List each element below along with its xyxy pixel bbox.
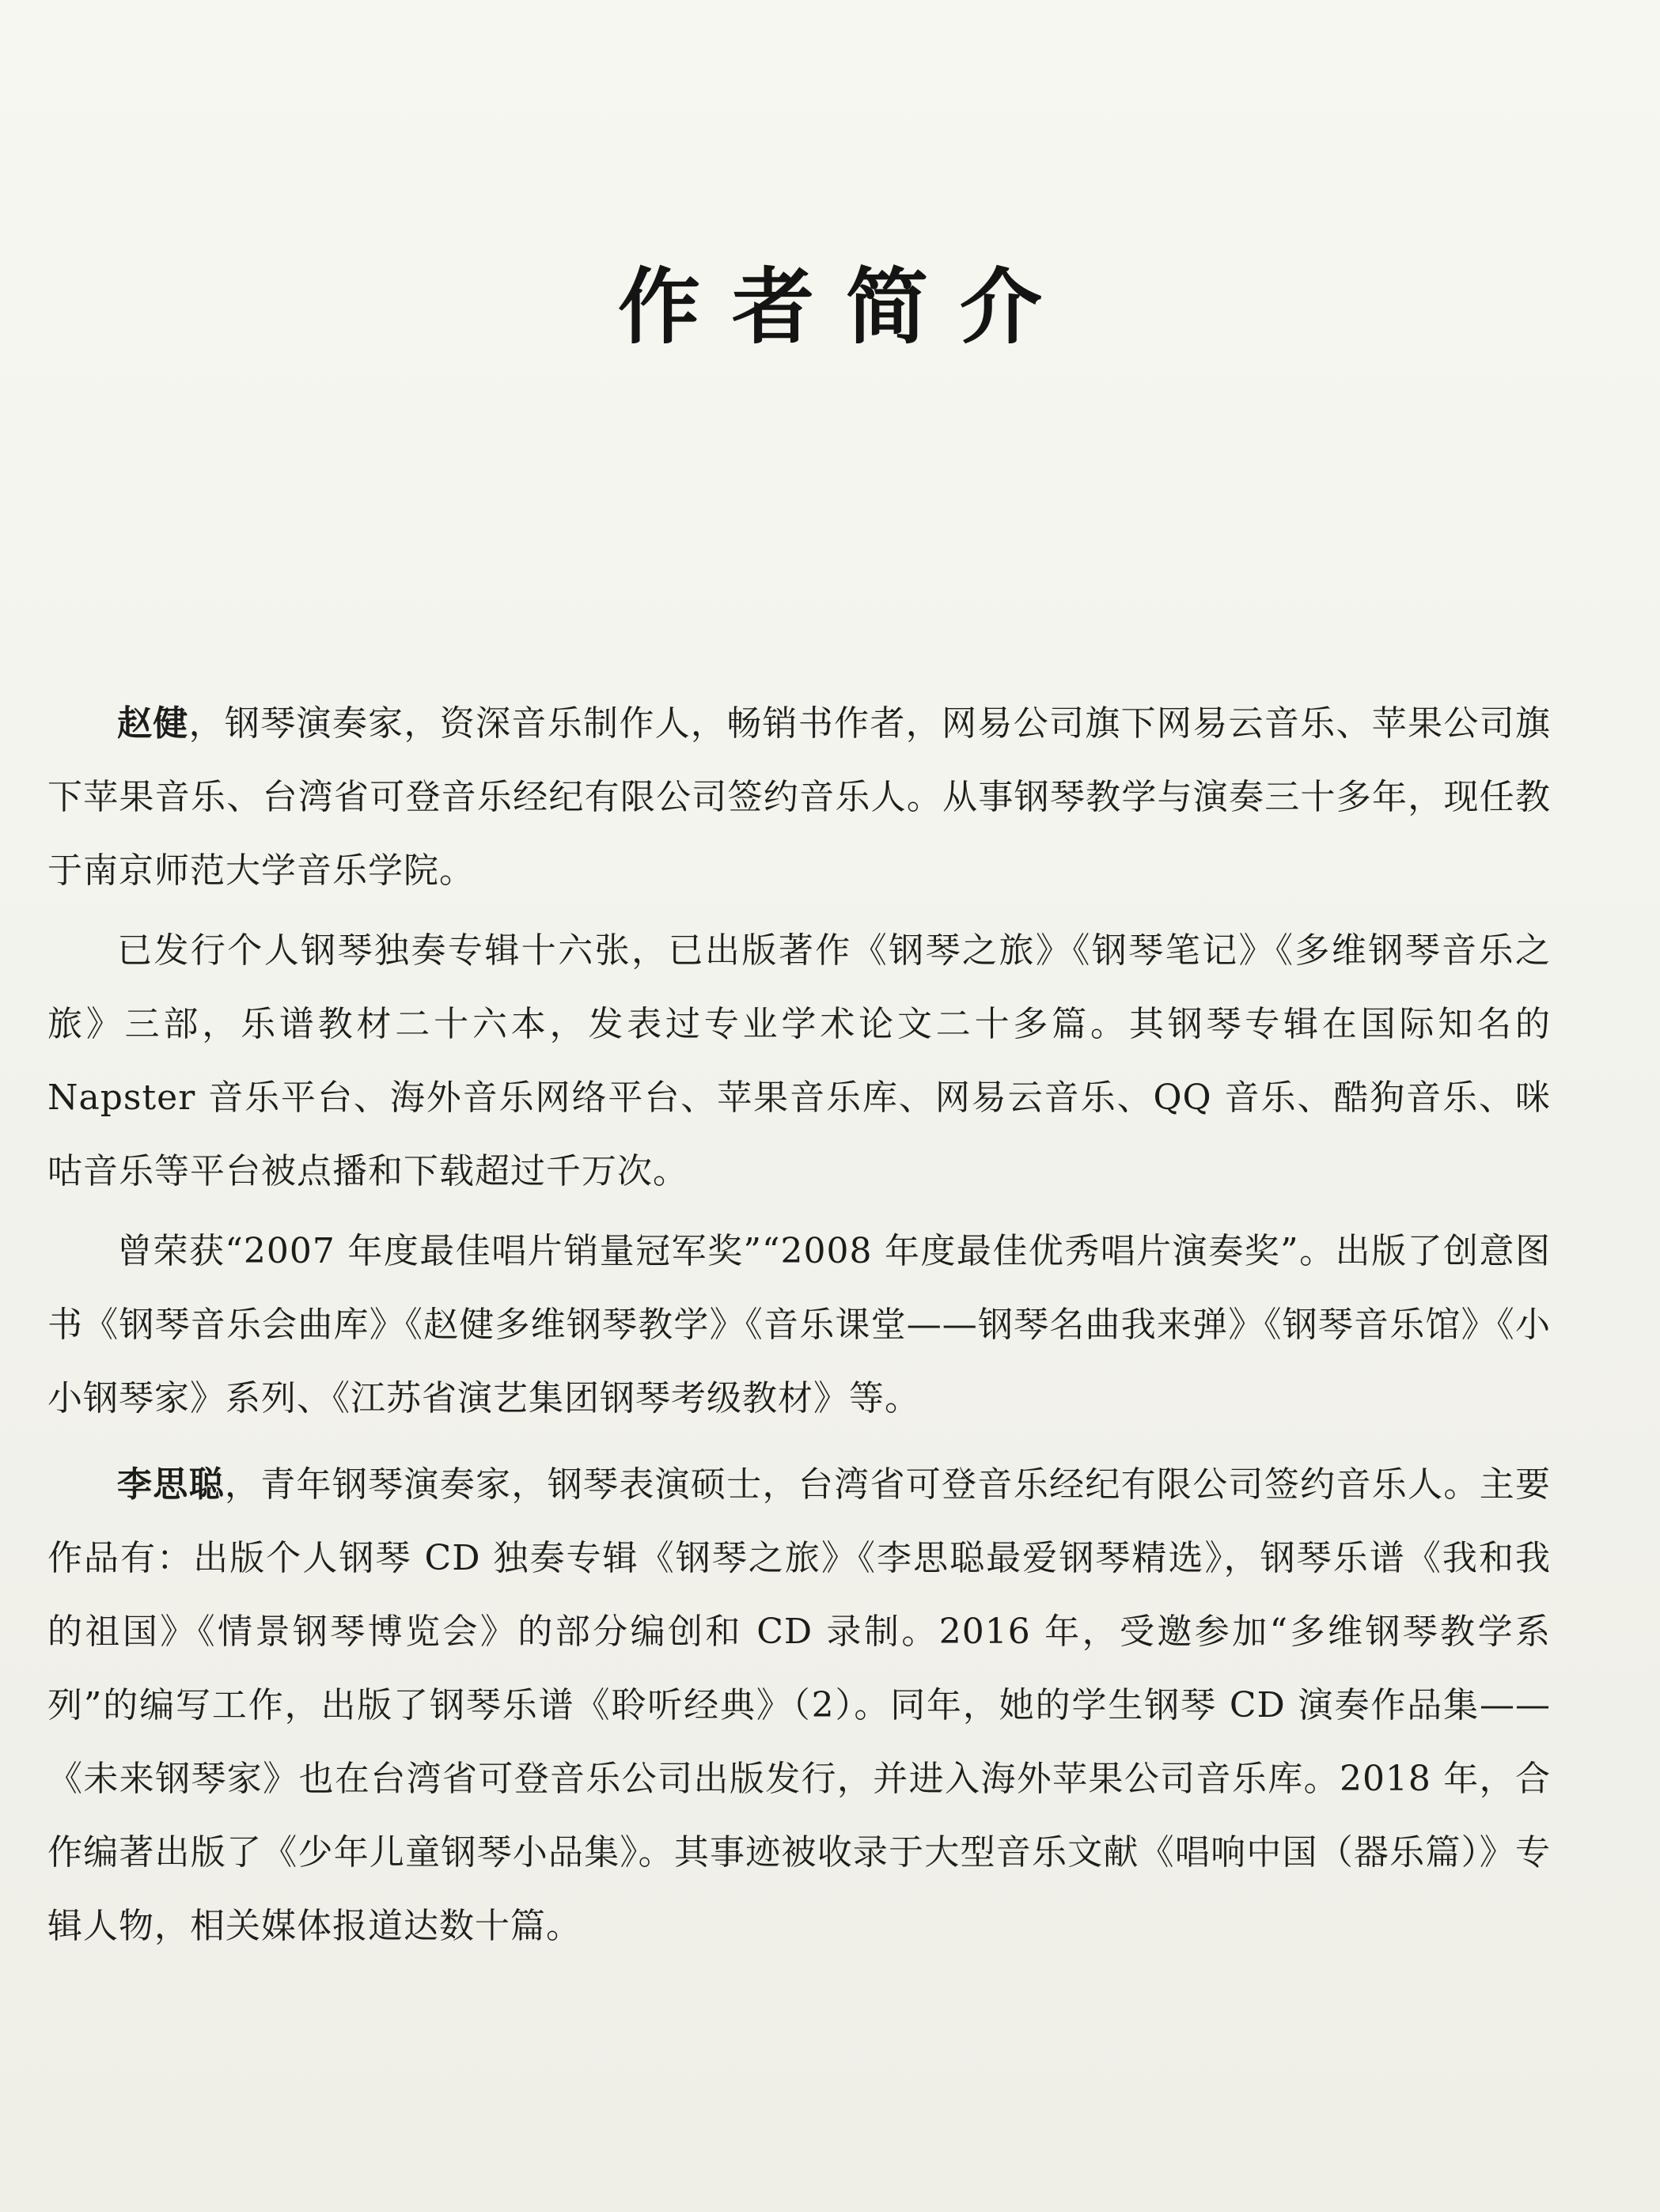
bio-paragraph-awards: 曾荣获“2007 年度最佳唱片销量冠军奖”“2008 年度最佳优秀唱片演奏奖”。出版了创意图书《钢琴音乐会曲库》《赵健多维钢琴教学》《音乐课堂——钢琴名曲我来弹》《钢琴音乐馆》《小小钢琴家》系列、《江苏省演艺集团钢琴考级教材》等。 xyxy=(47,1231,1551,1418)
author-name-zhao-jian: 赵健 xyxy=(117,703,189,744)
bio-paragraph-li-sicong xyxy=(47,1448,1551,1963)
author-name-li-sicong: 李思聪 xyxy=(117,1464,225,1505)
bio-paragraph-zhao-jian xyxy=(47,687,1551,907)
page-title: 作者简介 xyxy=(617,259,1074,355)
author-bio-body xyxy=(47,687,1551,1963)
bio-text-li-sicong: ，青年钢琴演奏家，钢琴表演硕士，台湾省可登音乐经纪有限公司签约音乐人。主要作品有：出版个人钢琴 CD 独奏专辑《钢琴之旅》《李思聪最爱钢琴精选》，钢琴乐谱《我和我的祖国》《情景钢琴博览会》的部分编创和 CD 录制。2016 年，受邀参加“多维钢琴教学系列”的编写工作，出版了钢琴乐谱《聆听经典》（2）。同年，她的学生钢琴 CD 演奏作品集——《未来钢琴家》也在台湾省可登音乐公司出版发行，并进入海外苹果公司音乐库。2018 年，合作编著出版了《少年儿童钢琴小品集》。其事迹被收录于大型音乐文献《唱响中国（器乐篇）》专辑人物，相关媒体报道达数十篇。 xyxy=(47,1464,1552,1946)
bio-text-zhao-jian: ，钢琴演奏家，资深音乐制作人，畅销书作者，网易公司旗下网易云音乐、苹果公司旗下苹果音乐、台湾省可登音乐经纪有限公司签约音乐人。从事钢琴教学与演奏三十多年，现任教于南京师范大学音乐学院。 xyxy=(47,703,1552,891)
bio-paragraph-albums: 已发行个人钢琴独奏专辑十六张，已出版著作《钢琴之旅》《钢琴笔记》《多维钢琴音乐之旅》三部，乐谱教材二十六本，发表过专业学术论文二十多篇。其钢琴专辑在国际知名的 Napster 音乐平台、海外音乐网络平台、苹果音乐库、网易云音乐、QQ 音乐、酷狗音乐、咪咕音乐等平台被点播和下载超过千万次。 xyxy=(47,930,1551,1191)
